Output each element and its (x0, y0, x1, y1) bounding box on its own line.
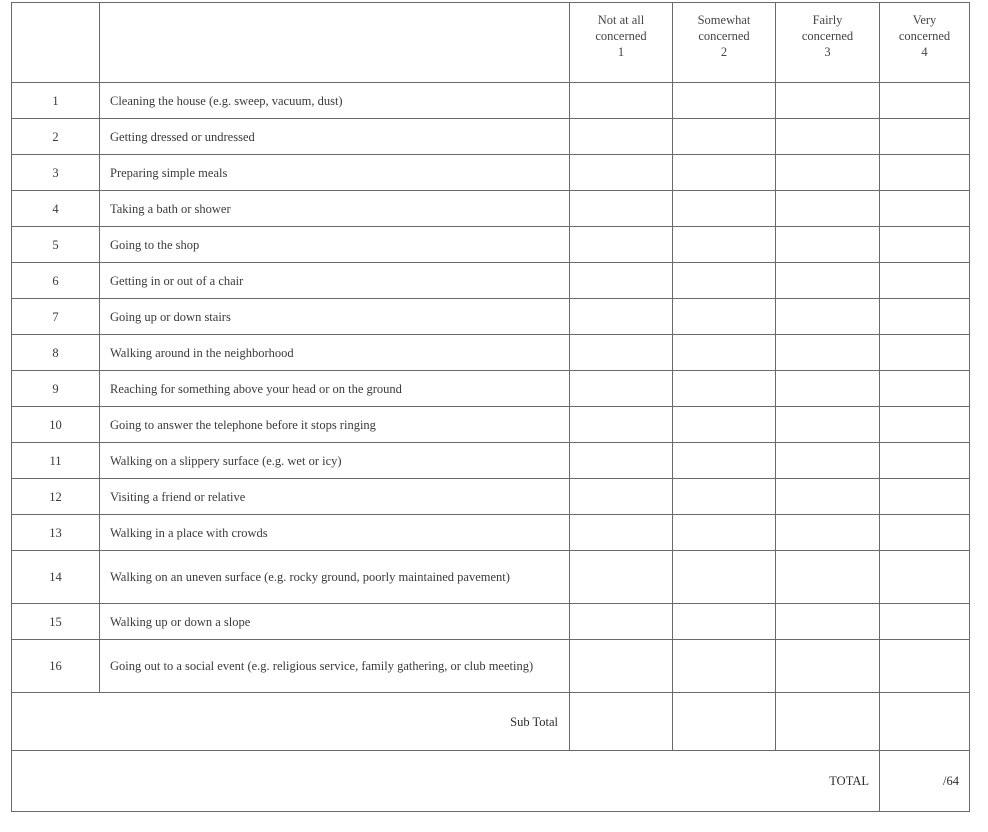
response-cell-3[interactable] (776, 335, 880, 371)
item-row (12, 640, 970, 693)
response-cell-2[interactable] (673, 83, 776, 119)
response-cell-2[interactable] (673, 640, 776, 693)
response-cell-3[interactable] (776, 515, 880, 551)
item-activity: Cleaning the house (e.g. sweep, vacuum, dust) (100, 83, 570, 119)
response-cell-1[interactable] (570, 191, 673, 227)
item-activity: Going up or down stairs (100, 299, 570, 335)
response-cell-4[interactable] (880, 299, 970, 335)
response-cell-1[interactable] (570, 515, 673, 551)
item-row (12, 263, 970, 299)
response-cell-4[interactable] (880, 515, 970, 551)
response-cell-2[interactable] (673, 119, 776, 155)
header-very-concerned: Very concerned 4 (880, 3, 970, 83)
response-cell-4[interactable] (880, 551, 970, 604)
response-cell-2[interactable] (673, 227, 776, 263)
item-number: 7 (12, 299, 100, 335)
response-cell-3[interactable] (776, 263, 880, 299)
header-blank-number (12, 3, 100, 83)
response-cell-1[interactable] (570, 479, 673, 515)
subtotal-cell-3[interactable] (776, 693, 880, 751)
response-cell-2[interactable] (673, 407, 776, 443)
item-number: 9 (12, 371, 100, 407)
subtotal-cell-2[interactable] (673, 693, 776, 751)
response-cell-3[interactable] (776, 119, 880, 155)
response-cell-2[interactable] (673, 335, 776, 371)
item-activity: Walking on an uneven surface (e.g. rocky ground, poorly maintained pavement) (100, 551, 570, 604)
response-cell-2[interactable] (673, 299, 776, 335)
item-activity: Taking a bath or shower (100, 191, 570, 227)
item-number: 6 (12, 263, 100, 299)
response-cell-4[interactable] (880, 479, 970, 515)
response-cell-1[interactable] (570, 263, 673, 299)
item-number: 8 (12, 335, 100, 371)
response-cell-3[interactable] (776, 155, 880, 191)
item-number: 2 (12, 119, 100, 155)
response-cell-2[interactable] (673, 371, 776, 407)
item-row (12, 191, 970, 227)
item-activity: Going to answer the telephone before it stops ringing (100, 407, 570, 443)
response-cell-1[interactable] (570, 551, 673, 604)
response-cell-2[interactable] (673, 155, 776, 191)
response-cell-1[interactable] (570, 335, 673, 371)
item-row (12, 335, 970, 371)
item-number: 12 (12, 479, 100, 515)
response-cell-3[interactable] (776, 479, 880, 515)
header-somewhat-concerned: Somewhat concerned 2 (673, 3, 776, 83)
response-cell-4[interactable] (880, 604, 970, 640)
response-cell-1[interactable] (570, 604, 673, 640)
item-number: 10 (12, 407, 100, 443)
response-cell-3[interactable] (776, 191, 880, 227)
response-cell-1[interactable] (570, 407, 673, 443)
response-cell-3[interactable] (776, 227, 880, 263)
subtotal-cell-1[interactable] (570, 693, 673, 751)
item-activity: Getting in or out of a chair (100, 263, 570, 299)
response-cell-1[interactable] (570, 640, 673, 693)
response-cell-3[interactable] (776, 640, 880, 693)
item-row (12, 119, 970, 155)
response-cell-4[interactable] (880, 83, 970, 119)
item-activity: Walking on a slippery surface (e.g. wet or icy) (100, 443, 570, 479)
item-row (12, 83, 970, 119)
header-not-at-all-concerned: Not at all concerned 1 (570, 3, 673, 83)
response-cell-4[interactable] (880, 640, 970, 693)
response-cell-2[interactable] (673, 443, 776, 479)
response-cell-2[interactable] (673, 515, 776, 551)
total-label: TOTAL (12, 751, 880, 812)
item-number: 1 (12, 83, 100, 119)
item-activity: Going out to a social event (e.g. religious service, family gathering, or club meeting) (100, 640, 570, 693)
item-number: 15 (12, 604, 100, 640)
response-cell-4[interactable] (880, 155, 970, 191)
response-cell-3[interactable] (776, 443, 880, 479)
item-row (12, 443, 970, 479)
response-cell-2[interactable] (673, 551, 776, 604)
response-cell-3[interactable] (776, 371, 880, 407)
item-number: 4 (12, 191, 100, 227)
subtotal-row (12, 693, 970, 751)
item-activity: Preparing simple meals (100, 155, 570, 191)
response-cell-4[interactable] (880, 407, 970, 443)
item-row (12, 551, 970, 604)
item-number: 16 (12, 640, 100, 693)
item-row (12, 299, 970, 335)
subtotal-label: Sub Total (12, 693, 570, 751)
response-cell-1[interactable] (570, 119, 673, 155)
concerns-questionnaire-table (11, 2, 970, 812)
item-row (12, 515, 970, 551)
item-activity: Going to the shop (100, 227, 570, 263)
item-row (12, 371, 970, 407)
item-number: 3 (12, 155, 100, 191)
header-blank-activity (100, 3, 570, 83)
response-cell-2[interactable] (673, 604, 776, 640)
item-number: 5 (12, 227, 100, 263)
total-row (12, 751, 970, 812)
response-cell-2[interactable] (673, 479, 776, 515)
response-cell-4[interactable] (880, 335, 970, 371)
item-activity: Getting dressed or undressed (100, 119, 570, 155)
response-cell-4[interactable] (880, 227, 970, 263)
response-cell-1[interactable] (570, 443, 673, 479)
item-row (12, 407, 970, 443)
item-activity: Walking around in the neighborhood (100, 335, 570, 371)
response-cell-1[interactable] (570, 155, 673, 191)
item-activity: Walking up or down a slope (100, 604, 570, 640)
response-cell-4[interactable] (880, 191, 970, 227)
response-cell-1[interactable] (570, 371, 673, 407)
response-cell-3[interactable] (776, 604, 880, 640)
response-cell-3[interactable] (776, 83, 880, 119)
response-cell-2[interactable] (673, 191, 776, 227)
response-cell-3[interactable] (776, 551, 880, 604)
response-cell-4[interactable] (880, 119, 970, 155)
response-cell-1[interactable] (570, 83, 673, 119)
response-cell-1[interactable] (570, 299, 673, 335)
item-activity: Walking in a place with crowds (100, 515, 570, 551)
response-cell-4[interactable] (880, 443, 970, 479)
item-number: 11 (12, 443, 100, 479)
response-cell-1[interactable] (570, 227, 673, 263)
response-cell-3[interactable] (776, 407, 880, 443)
item-row (12, 227, 970, 263)
header-row (12, 3, 970, 83)
item-row (12, 155, 970, 191)
item-row (12, 604, 970, 640)
response-cell-4[interactable] (880, 263, 970, 299)
item-number: 14 (12, 551, 100, 604)
item-row (12, 479, 970, 515)
response-cell-2[interactable] (673, 263, 776, 299)
item-activity: Visiting a friend or relative (100, 479, 570, 515)
total-value[interactable]: /64 (880, 751, 970, 812)
item-number: 13 (12, 515, 100, 551)
header-fairly-concerned: Fairly concerned 3 (776, 3, 880, 83)
response-cell-4[interactable] (880, 371, 970, 407)
subtotal-cell-4[interactable] (880, 693, 970, 751)
response-cell-3[interactable] (776, 299, 880, 335)
item-activity: Reaching for something above your head or on the ground (100, 371, 570, 407)
